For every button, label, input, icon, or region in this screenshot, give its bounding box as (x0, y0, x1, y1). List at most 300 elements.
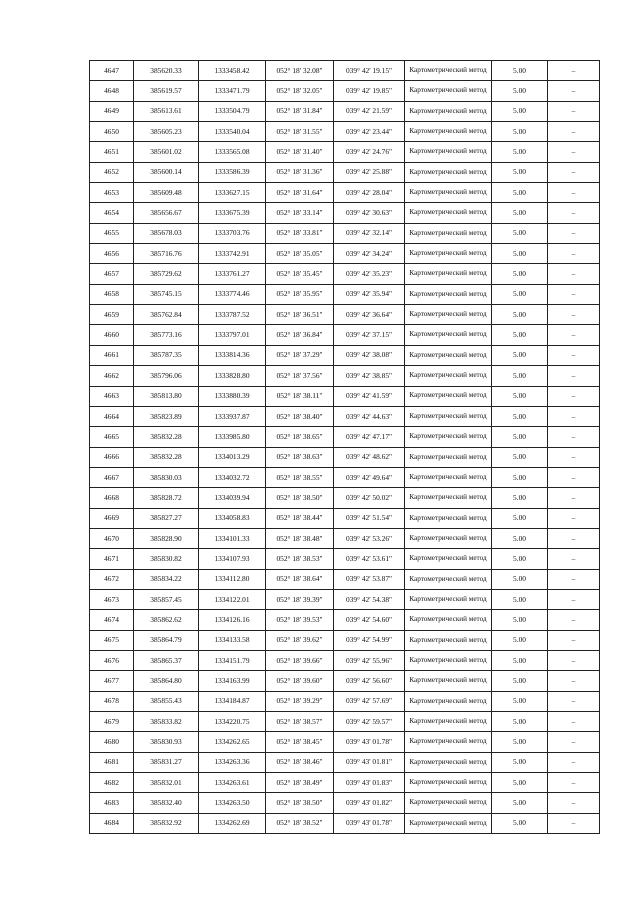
cell-note: – (548, 569, 600, 589)
cell-coord-y: 1333985.80 (199, 427, 266, 447)
table-row (90, 467, 600, 487)
cell-longitude: 039° 42' 50.02" (334, 488, 405, 508)
table-row (90, 305, 600, 325)
cell-coord-x: 385613.61 (134, 101, 199, 121)
cell-accuracy: 5.00 (492, 467, 548, 487)
cell-note: – (548, 589, 600, 609)
cell-longitude: 039° 42' 28.04" (334, 183, 405, 203)
cell-latitude: 052° 18' 31.36" (266, 162, 334, 182)
cell-longitude: 039° 42' 38.08" (334, 345, 405, 365)
cell-point-number: 4676 (90, 650, 134, 670)
cell-coord-x: 385828.90 (134, 528, 199, 548)
table-row (90, 610, 600, 630)
cell-accuracy: 5.00 (492, 508, 548, 528)
cell-coord-y: 1334262.65 (199, 732, 266, 752)
cell-point-number: 4679 (90, 712, 134, 732)
cell-method: Картометрический метод (405, 650, 492, 670)
cell-coord-x: 385830.82 (134, 549, 199, 569)
table-row (90, 671, 600, 691)
cell-method: Картометрический метод (405, 691, 492, 711)
cell-accuracy: 5.00 (492, 650, 548, 670)
cell-method: Картометрический метод (405, 244, 492, 264)
cell-coord-x: 385729.62 (134, 264, 199, 284)
table-row (90, 122, 600, 142)
cell-longitude: 039° 42' 25.88" (334, 162, 405, 182)
table-row (90, 203, 600, 223)
cell-coord-y: 1334101.33 (199, 528, 266, 548)
table-row (90, 589, 600, 609)
cell-note: – (548, 427, 600, 447)
cell-note: – (548, 305, 600, 325)
cell-coord-x: 385862.62 (134, 610, 199, 630)
cell-coord-y: 1333471.79 (199, 81, 266, 101)
cell-note: – (548, 223, 600, 243)
cell-note: – (548, 81, 600, 101)
cell-method: Картометрический метод (405, 386, 492, 406)
table-row (90, 732, 600, 752)
cell-point-number: 4668 (90, 488, 134, 508)
cell-latitude: 052° 18' 31.84" (266, 101, 334, 121)
table-row (90, 528, 600, 548)
cell-point-number: 4684 (90, 813, 134, 833)
cell-latitude: 052° 18' 39.60" (266, 671, 334, 691)
cell-point-number: 4678 (90, 691, 134, 711)
cell-coord-x: 385832.01 (134, 773, 199, 793)
cell-point-number: 4682 (90, 773, 134, 793)
cell-point-number: 4665 (90, 427, 134, 447)
cell-method: Картометрический метод (405, 305, 492, 325)
cell-point-number: 4651 (90, 142, 134, 162)
table-row (90, 488, 600, 508)
cell-point-number: 4677 (90, 671, 134, 691)
cell-coord-y: 1334032.72 (199, 467, 266, 487)
cell-note: – (548, 61, 600, 81)
cell-note: – (548, 122, 600, 142)
cell-note: – (548, 467, 600, 487)
cell-coord-y: 1334163.99 (199, 671, 266, 691)
cell-coord-x: 385605.23 (134, 122, 199, 142)
cell-point-number: 4655 (90, 223, 134, 243)
cell-note: – (548, 712, 600, 732)
cell-coord-y: 1333565.08 (199, 142, 266, 162)
cell-point-number: 4657 (90, 264, 134, 284)
cell-coord-x: 385832.28 (134, 447, 199, 467)
cell-note: – (548, 386, 600, 406)
cell-coord-x: 385855.43 (134, 691, 199, 711)
cell-coord-y: 1334133.58 (199, 630, 266, 650)
table-row (90, 284, 600, 304)
cell-coord-y: 1333761.27 (199, 264, 266, 284)
table-row (90, 406, 600, 426)
cell-coord-y: 1333787.52 (199, 305, 266, 325)
table-row (90, 447, 600, 467)
cell-accuracy: 5.00 (492, 122, 548, 142)
cell-coord-x: 385865.37 (134, 650, 199, 670)
cell-coord-y: 1334122.01 (199, 589, 266, 609)
cell-longitude: 039° 42' 24.76" (334, 142, 405, 162)
cell-longitude: 039° 42' 30.63" (334, 203, 405, 223)
cell-coord-y: 1333504.79 (199, 101, 266, 121)
cell-accuracy: 5.00 (492, 345, 548, 365)
cell-point-number: 4647 (90, 61, 134, 81)
cell-coord-x: 385830.03 (134, 467, 199, 487)
cell-point-number: 4673 (90, 589, 134, 609)
cell-coord-x: 385716.76 (134, 244, 199, 264)
cell-method: Картометрический метод (405, 81, 492, 101)
cell-latitude: 052° 18' 33.14" (266, 203, 334, 223)
cell-latitude: 052° 18' 38.64" (266, 569, 334, 589)
cell-longitude: 039° 42' 53.26" (334, 528, 405, 548)
cell-method: Картометрический метод (405, 752, 492, 772)
cell-accuracy: 5.00 (492, 752, 548, 772)
cell-accuracy: 5.00 (492, 447, 548, 467)
cell-coord-x: 385864.80 (134, 671, 199, 691)
cell-accuracy: 5.00 (492, 569, 548, 589)
cell-latitude: 052° 18' 33.81" (266, 223, 334, 243)
cell-accuracy: 5.00 (492, 488, 548, 508)
table-row (90, 386, 600, 406)
table-row (90, 712, 600, 732)
cell-longitude: 039° 42' 59.57" (334, 712, 405, 732)
cell-note: – (548, 773, 600, 793)
cell-coord-y: 1333627.15 (199, 183, 266, 203)
cell-coord-y: 1333828.80 (199, 366, 266, 386)
cell-point-number: 4649 (90, 101, 134, 121)
cell-note: – (548, 284, 600, 304)
cell-point-number: 4664 (90, 406, 134, 426)
cell-note: – (548, 752, 600, 772)
table-row (90, 773, 600, 793)
table-row (90, 427, 600, 447)
table-row (90, 813, 600, 833)
cell-point-number: 4662 (90, 366, 134, 386)
cell-accuracy: 5.00 (492, 610, 548, 630)
cell-accuracy: 5.00 (492, 162, 548, 182)
cell-coord-x: 385832.40 (134, 793, 199, 813)
cell-coord-y: 1333880.39 (199, 386, 266, 406)
cell-latitude: 052° 18' 38.49" (266, 773, 334, 793)
cell-point-number: 4661 (90, 345, 134, 365)
cell-longitude: 039° 42' 54.99" (334, 630, 405, 650)
cell-coord-y: 1333937.87 (199, 406, 266, 426)
cell-method: Картометрический метод (405, 793, 492, 813)
cell-note: – (548, 203, 600, 223)
cell-latitude: 052° 18' 38.50" (266, 793, 334, 813)
cell-latitude: 052° 18' 36.84" (266, 325, 334, 345)
cell-latitude: 052° 18' 31.40" (266, 142, 334, 162)
cell-longitude: 039° 42' 36.64" (334, 305, 405, 325)
table-row (90, 793, 600, 813)
cell-method: Картометрический метод (405, 366, 492, 386)
cell-accuracy: 5.00 (492, 406, 548, 426)
table-row (90, 81, 600, 101)
cell-latitude: 052° 18' 38.57" (266, 712, 334, 732)
cell-method: Картометрический метод (405, 549, 492, 569)
cell-longitude: 039° 42' 19.85" (334, 81, 405, 101)
cell-point-number: 4674 (90, 610, 134, 630)
cell-longitude: 039° 42' 57.69" (334, 691, 405, 711)
cell-accuracy: 5.00 (492, 712, 548, 732)
cell-point-number: 4660 (90, 325, 134, 345)
cell-coord-x: 385609.48 (134, 183, 199, 203)
cell-point-number: 4654 (90, 203, 134, 223)
cell-coord-y: 1334262.69 (199, 813, 266, 833)
cell-coord-x: 385773.16 (134, 325, 199, 345)
cell-note: – (548, 671, 600, 691)
cell-latitude: 052° 18' 37.29" (266, 345, 334, 365)
table-row (90, 325, 600, 345)
cell-accuracy: 5.00 (492, 813, 548, 833)
cell-longitude: 039° 42' 34.24" (334, 244, 405, 264)
cell-point-number: 4671 (90, 549, 134, 569)
cell-method: Картометрический метод (405, 101, 492, 121)
cell-point-number: 4658 (90, 284, 134, 304)
cell-coord-x: 385600.14 (134, 162, 199, 182)
cell-coord-y: 1334263.36 (199, 752, 266, 772)
table-row (90, 101, 600, 121)
cell-method: Картометрический метод (405, 508, 492, 528)
table-row (90, 61, 600, 81)
cell-point-number: 4663 (90, 386, 134, 406)
cell-coord-y: 1334058.83 (199, 508, 266, 528)
cell-method: Картометрический метод (405, 773, 492, 793)
cell-method: Картометрический метод (405, 488, 492, 508)
cell-note: – (548, 244, 600, 264)
cell-longitude: 039° 42' 44.63" (334, 406, 405, 426)
cell-longitude: 039° 43' 01.83" (334, 773, 405, 793)
cell-coord-x: 385830.93 (134, 732, 199, 752)
cell-method: Картометрический метод (405, 122, 492, 142)
cell-latitude: 052° 18' 38.46" (266, 752, 334, 772)
cell-point-number: 4656 (90, 244, 134, 264)
cell-latitude: 052° 18' 38.65" (266, 427, 334, 447)
cell-point-number: 4650 (90, 122, 134, 142)
cell-coord-x: 385834.22 (134, 569, 199, 589)
cell-coord-x: 385827.27 (134, 508, 199, 528)
cell-accuracy: 5.00 (492, 264, 548, 284)
cell-longitude: 039° 42' 23.44" (334, 122, 405, 142)
cell-note: – (548, 630, 600, 650)
cell-coord-x: 385832.92 (134, 813, 199, 833)
cell-coord-x: 385831.27 (134, 752, 199, 772)
cell-point-number: 4683 (90, 793, 134, 813)
cell-coord-y: 1333458.42 (199, 61, 266, 81)
cell-note: – (548, 691, 600, 711)
table-row (90, 752, 600, 772)
cell-note: – (548, 732, 600, 752)
cell-latitude: 052° 18' 38.63" (266, 447, 334, 467)
cell-longitude: 039° 42' 54.38" (334, 589, 405, 609)
cell-accuracy: 5.00 (492, 142, 548, 162)
cell-longitude: 039° 42' 49.64" (334, 467, 405, 487)
cell-method: Картометрический метод (405, 406, 492, 426)
cell-latitude: 052° 18' 38.52" (266, 813, 334, 833)
cell-coord-y: 1333774.46 (199, 284, 266, 304)
coordinates-table (89, 60, 600, 834)
cell-accuracy: 5.00 (492, 691, 548, 711)
cell-longitude: 039° 42' 21.59" (334, 101, 405, 121)
cell-method: Картометрический метод (405, 569, 492, 589)
cell-coord-y: 1334013.29 (199, 447, 266, 467)
cell-latitude: 052° 18' 38.11" (266, 386, 334, 406)
cell-longitude: 039° 42' 54.60" (334, 610, 405, 630)
cell-longitude: 039° 43' 01.78" (334, 813, 405, 833)
cell-method: Картометрический метод (405, 732, 492, 752)
cell-note: – (548, 508, 600, 528)
cell-accuracy: 5.00 (492, 284, 548, 304)
cell-latitude: 052° 18' 35.95" (266, 284, 334, 304)
cell-longitude: 039° 43' 01.78" (334, 732, 405, 752)
cell-method: Картометрический метод (405, 447, 492, 467)
cell-method: Картометрический метод (405, 142, 492, 162)
cell-longitude: 039° 42' 35.94" (334, 284, 405, 304)
cell-accuracy: 5.00 (492, 630, 548, 650)
cell-point-number: 4669 (90, 508, 134, 528)
cell-longitude: 039° 42' 32.14" (334, 223, 405, 243)
cell-accuracy: 5.00 (492, 366, 548, 386)
cell-longitude: 039° 42' 53.61" (334, 549, 405, 569)
cell-note: – (548, 345, 600, 365)
cell-point-number: 4672 (90, 569, 134, 589)
cell-latitude: 052° 18' 38.45" (266, 732, 334, 752)
table-row (90, 650, 600, 670)
cell-note: – (548, 325, 600, 345)
cell-method: Картометрический метод (405, 203, 492, 223)
cell-method: Картометрический метод (405, 813, 492, 833)
cell-accuracy: 5.00 (492, 101, 548, 121)
table-row (90, 244, 600, 264)
cell-longitude: 039° 42' 47.17" (334, 427, 405, 447)
cell-method: Картометрический метод (405, 345, 492, 365)
table-row (90, 569, 600, 589)
cell-coord-x: 385762.84 (134, 305, 199, 325)
cell-accuracy: 5.00 (492, 223, 548, 243)
cell-method: Картометрический метод (405, 264, 492, 284)
cell-point-number: 4653 (90, 183, 134, 203)
cell-point-number: 4680 (90, 732, 134, 752)
cell-accuracy: 5.00 (492, 305, 548, 325)
cell-accuracy: 5.00 (492, 671, 548, 691)
cell-latitude: 052° 18' 36.51" (266, 305, 334, 325)
cell-latitude: 052° 18' 37.56" (266, 366, 334, 386)
cell-coord-x: 385823.89 (134, 406, 199, 426)
cell-note: – (548, 183, 600, 203)
cell-coord-x: 385678.03 (134, 223, 199, 243)
cell-coord-y: 1334107.93 (199, 549, 266, 569)
cell-coord-y: 1334151.79 (199, 650, 266, 670)
cell-note: – (548, 610, 600, 630)
cell-longitude: 039° 42' 35.23" (334, 264, 405, 284)
cell-point-number: 4659 (90, 305, 134, 325)
cell-coord-y: 1334220.75 (199, 712, 266, 732)
cell-coord-x: 385620.33 (134, 61, 199, 81)
cell-method: Картометрический метод (405, 61, 492, 81)
cell-longitude: 039° 42' 55.96" (334, 650, 405, 670)
cell-note: – (548, 488, 600, 508)
table-row (90, 549, 600, 569)
cell-method: Картометрический метод (405, 610, 492, 630)
cell-accuracy: 5.00 (492, 589, 548, 609)
cell-longitude: 039° 42' 38.85" (334, 366, 405, 386)
table-row (90, 162, 600, 182)
cell-note: – (548, 793, 600, 813)
cell-longitude: 039° 42' 19.15" (334, 61, 405, 81)
cell-method: Картометрический метод (405, 589, 492, 609)
cell-latitude: 052° 18' 38.44" (266, 508, 334, 528)
cell-method: Картометрический метод (405, 223, 492, 243)
table-row (90, 691, 600, 711)
cell-coord-y: 1334263.50 (199, 793, 266, 813)
cell-note: – (548, 101, 600, 121)
cell-coord-x: 385857.45 (134, 589, 199, 609)
cell-coord-y: 1333814.36 (199, 345, 266, 365)
cell-latitude: 052° 18' 38.53" (266, 549, 334, 569)
cell-coord-y: 1333586.39 (199, 162, 266, 182)
table-row (90, 183, 600, 203)
cell-latitude: 052° 18' 38.50" (266, 488, 334, 508)
cell-accuracy: 5.00 (492, 81, 548, 101)
cell-coord-x: 385787.35 (134, 345, 199, 365)
cell-coord-y: 1333742.91 (199, 244, 266, 264)
cell-coord-x: 385601.02 (134, 142, 199, 162)
cell-method: Картометрический метод (405, 284, 492, 304)
cell-accuracy: 5.00 (492, 325, 548, 345)
cell-coord-x: 385833.82 (134, 712, 199, 732)
cell-coord-y: 1334184.87 (199, 691, 266, 711)
cell-coord-y: 1333675.39 (199, 203, 266, 223)
cell-latitude: 052° 18' 39.62" (266, 630, 334, 650)
table-row (90, 508, 600, 528)
cell-coord-x: 385619.57 (134, 81, 199, 101)
cell-longitude: 039° 43' 01.82" (334, 793, 405, 813)
cell-method: Картометрический метод (405, 427, 492, 447)
cell-point-number: 4667 (90, 467, 134, 487)
cell-latitude: 052° 18' 39.53" (266, 610, 334, 630)
cell-method: Картометрический метод (405, 325, 492, 345)
cell-longitude: 039° 42' 48.62" (334, 447, 405, 467)
cell-method: Картометрический метод (405, 162, 492, 182)
cell-point-number: 4681 (90, 752, 134, 772)
cell-coord-x: 385828.72 (134, 488, 199, 508)
cell-note: – (548, 366, 600, 386)
cell-accuracy: 5.00 (492, 203, 548, 223)
cell-note: – (548, 650, 600, 670)
table-row (90, 366, 600, 386)
cell-coord-y: 1334126.16 (199, 610, 266, 630)
cell-accuracy: 5.00 (492, 183, 548, 203)
table-row (90, 630, 600, 650)
cell-accuracy: 5.00 (492, 732, 548, 752)
cell-method: Картометрический метод (405, 630, 492, 650)
cell-point-number: 4666 (90, 447, 134, 467)
cell-note: – (548, 447, 600, 467)
cell-latitude: 052° 18' 39.29" (266, 691, 334, 711)
cell-note: – (548, 549, 600, 569)
cell-method: Картометрический метод (405, 183, 492, 203)
cell-latitude: 052° 18' 39.39" (266, 589, 334, 609)
cell-accuracy: 5.00 (492, 793, 548, 813)
cell-method: Картометрический метод (405, 712, 492, 732)
cell-latitude: 052° 18' 38.40" (266, 406, 334, 426)
cell-method: Картометрический метод (405, 528, 492, 548)
cell-accuracy: 5.00 (492, 244, 548, 264)
cell-longitude: 039° 42' 51.54" (334, 508, 405, 528)
cell-longitude: 039° 42' 41.59" (334, 386, 405, 406)
table-row (90, 223, 600, 243)
cell-latitude: 052° 18' 31.64" (266, 183, 334, 203)
cell-latitude: 052° 18' 38.55" (266, 467, 334, 487)
cell-latitude: 052° 18' 39.66" (266, 650, 334, 670)
